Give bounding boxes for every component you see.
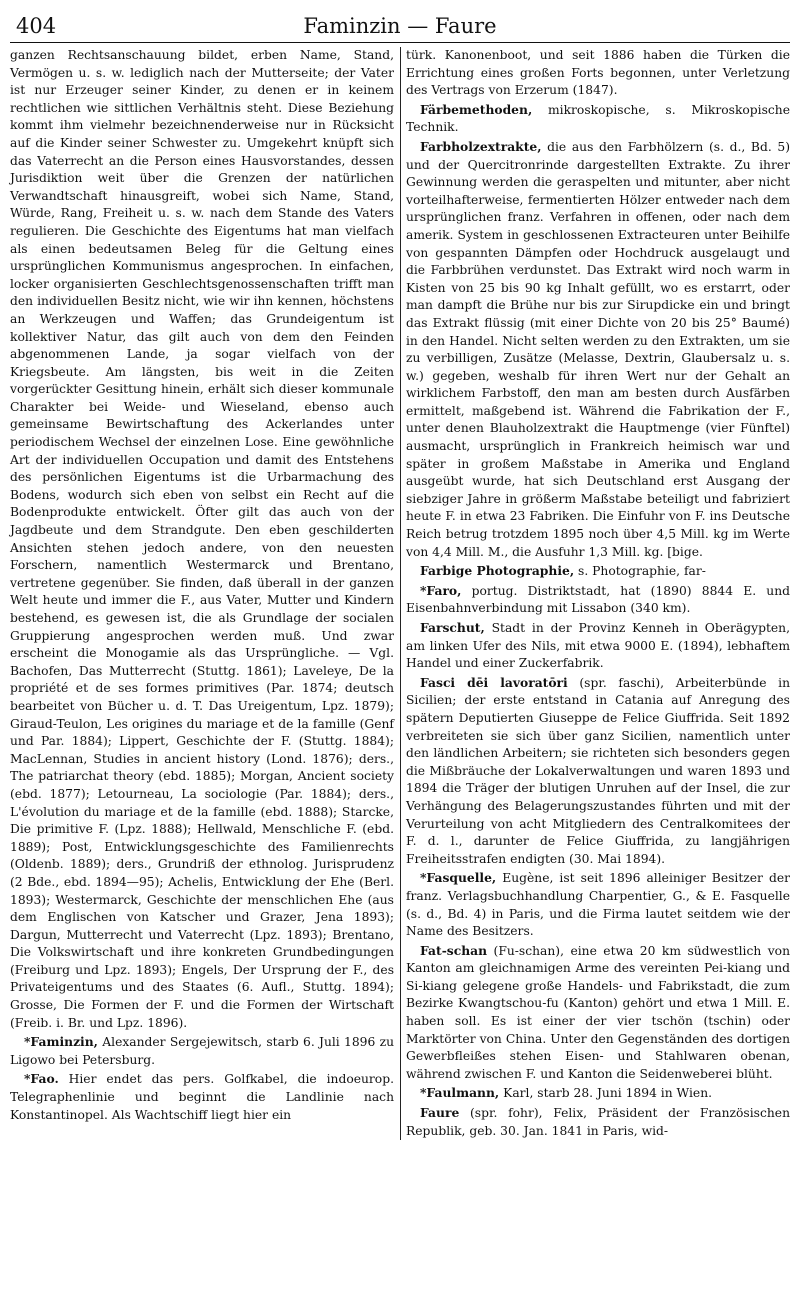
entry-faminzin [10, 1033, 394, 1069]
entry-fasci-dei-lavoratori [406, 674, 790, 869]
entry-headword: Fasci dēi lavoratōri [420, 674, 568, 690]
column-divider [400, 47, 401, 1140]
entry-text: Karl, starb 28. Juni 1894 in Wien. [499, 1086, 713, 1101]
entry-faure [406, 1104, 790, 1140]
entry-headword: Farbige Photographie, [420, 563, 575, 579]
entry-text: (spr. fohr), Felix, Präsident der Französischen Republik, geb. 30. Jan. 1841 in Paris, wid- [406, 1106, 790, 1138]
entry-headword: Farbholzextrakte, [420, 138, 542, 154]
entry-headword: Färbemethoden, [420, 101, 533, 117]
entry-headword: Farschut, [420, 620, 485, 635]
entry-text: Alexander Sergejewitsch, starb 6. Juli 1896 zu Ligowo bei Petersburg. [10, 1035, 394, 1067]
entry-text: s. Photographie, far- [574, 564, 706, 579]
entry-headword: *Fao. [24, 1071, 59, 1087]
entry-text: Eugène, ist seit 1896 alleiniger Besitzer der franz. Verlagsbuchhandlung Charpentier, G., & E. Fasquelle (s. d., Bd. 4) in Paris, und die Firma lautet seitdem wie der Name des Besitzers. [406, 871, 790, 939]
entry-text: die aus den Farbhölzern (s. d., Bd. 5) und der Quercitronrinde dargestellten Extrakte. Zu ihrer Gewinnung werden die geraspelten und mitunter, aber nicht vorteilhafterweise, fermentierten Hölzer entweder nach dem ursprünglichen franz. Verfahren in offenen, oder nach dem amerik. System in geschlossenen Extracteuren unter Beihilfe von gespannten Dämpfen oder Hochdruck ausgelaugt und die Farbbrühen verdunstet. Das Extrakt wird noch warm in Kisten von 25 bis 90 kg Inhalt gefüllt, wo es erstarrt, oder man dampft die Brühe nur bis zur Sirupdicke ein und bringt das Extrakt flüssig (mit einer Dichte von 20 bis 25° Baumé) in den Handel. Nicht selten werden zu den Extrakten, um sie zu verbilligen, Zusätze (Melasse, Dextrin, Glaubersalz u. s. w.) gegeben, weshalb für ihren Wert nur der Gehalt an wirklichem Farbstoff, den man am besten durch Ausfärben ermittelt, maßgebend ist. Während die Fabrikation der F., unter denen Blauholzextrakt die Hauptmenge (vier Fünftel) ausmacht, ursprünglich in Frankreich heimisch war und später in großem Maßstabe in Amerika und England ausgeübt wurde, hat sich Deutschland erst Ausgang der siebziger Jahre in größerm Maßstabe beteiligt und fabriziert heute F. in etwa 23 Fabriken. Die Einfuhr von F. ins Deutsche Reich betrug trotzdem 1895 noch über 4,5 Mill. kg im Werte von 4,4 Mill. M., die Ausfuhr 1,3 Mill. kg. [bige. [406, 139, 790, 559]
entry-headword: Fat-schan [420, 942, 488, 958]
entry-headword: *Fasquelle, [420, 870, 497, 886]
entry-fat-schan [406, 942, 790, 1084]
entry-text: mikroskopische, s. Mikroskopische Technik. [406, 102, 790, 135]
left-column [10, 47, 394, 1140]
running-title: Faminzin — Faure [303, 14, 497, 38]
entry-farbholzextrakte [406, 138, 790, 561]
entry-fao [10, 1070, 394, 1124]
entry-text: ganzen Rechtsanschauung bildet, erben Name, Stand, Vermögen u. s. w. lediglich nach der Mutterseite; der Vater ist nur Erzeuger seiner Kinder, zu denen er in keinem rechtlichen wie sittlichen Verhältnis steht. Diese Beziehung kommt ihm vielmehr bezeichnenderweise nur in Rücksicht auf die Kinder seiner Schwester zu. Umgekehrt knüpft sich das Vaterrecht an die Person eines Hausvorstandes, dessen Jurisdiktion weit über die Grenzen der natürlichen Verwandtschaft hinausgreift, wobei sich Name, Stand, Würde, Rang, Freiheit u. s. w. nach dem Stande des Vaters regulieren. Die Geschichte des Eigentums hat man vielfach als einen bedeutsamen Beleg für die Geltung eines ursprünglichen Kommunismus angesprochen. In einfachen, locker organisierten Geschlechtsgenossenschaften trifft man den individuellen Besitz nicht, wie wir ihn kennen, höchstens an Werkzeugen und Waffen; das Grundeigentum ist kollektiver Natur, das gilt auch von dem den Feinden abgenommenen Lande, ja sogar vielfach von der Kriegsbeute. Am längsten, bis weit in die Zeiten vorgerückter Gesittung hinein, erhält sich dieser kommunale Charakter bei Weide- und Wieseland, ebenso auch gemeinsame Bewirtschaftung des Ackerlandes unter periodischem Wechsel der einzelnen Lose. Eine gewöhnliche Art der individuellen Occupation und damit des Entstehens des persönlichen Eigentums ist die Urbarmachung des Bodens, wodurch sich eben von selbst ein Recht auf die Bodenprodukte entwickelt. Öfter gilt das auch von der Jagdbeute und dem Strandgute. Den eben geschilderten Ansichten stehen jedoch andere, von den neuesten Forschern, namentlich Westermarck und Brentano, vertretene gegenüber. Sie finden, daß überall in der ganzen Welt heute und immer die F., aus Vater, Mutter und Kindern bestehend, es gewesen ist, die als Grundlage der socialen Gruppierung angesprochen werden muß. Und zwar erscheint die Monogamie als das Ursprüngliche. — Vgl. Bachofen, Das Mutterrecht (Stuttg. 1861); Laveleye, De la propriété et de ses formes primitives (Par. 1874; deutsch bearbeitet von Bücher u. d. T. Das Ureigentum, Lpz. 1879); Giraud-Teulon, Les origines du mariage et de la famille (Genf und Par. 1884); Lippert, Geschichte der F. (Stuttg. 1884); MacLennan, Studies in ancient history (Lond. 1876); ders., The patriarchat theory (ebd. 1885); Morgan, Ancient society (ebd. 1877); Letourneau, La sociologie (Par. 1884); ders., L'évolution du mariage et de la famille (ebd. 1888); Starcke, Die primitive F. (Lpz. 1888); Hellwald, Menschliche F. (ebd. 1889); Post, Entwicklungsgeschichte des Familienrechts (Oldenb. 1889); ders., Grundriß der ethnolog. Jurisprudenz (2 Bde., ebd. 1894—95); Achelis, Entwicklung der Ehe (Berl. 1893); Westermarck, Geschichte der menschlichen Ehe (aus dem Englischen von Katscher und Grazer, Jena 1893); Dargun, Mutterrecht und Vaterrecht (Lpz. 1893); Brentano, Die Volkswirtschaft und ihre konkreten Grundbedingungen (Freiburg und Lpz. 1893); Engels, Der Ursprung der F., des Privateigentums und des Staates (6. Aufl., Stuttg. 1894); Grosse, Die Formen der F. und die Formen der Wirtschaft (Freib. i. Br. und Lpz. 1896). [10, 48, 394, 1030]
entry-fasquelle [406, 869, 790, 940]
entry-faulmann [406, 1084, 790, 1103]
entry-headword: *Faminzin, [24, 1034, 98, 1050]
entry-text: türk. Kanonenboot, und seit 1886 haben die Türken die Errichtung eines großen Forts begonnen, unter Verletzung des Vertrags von Erzerum (1847). [406, 48, 790, 98]
entry-farbige-photographie [406, 562, 790, 581]
entry-faro [406, 582, 790, 618]
entry-text: Stadt in der Provinz Kenneh in Oberägypten, am linken Ufer des Nils, mit etwa 9000 E. (1894), lebhaftem Handel und einer Zuckerfabrik. [406, 621, 790, 671]
entry-farschut [406, 619, 790, 673]
entry-text: (spr. faschi), Arbeiterbünde in Sicilien; der erste entstand in Catania auf Anregung des spätern Deputierten Giuseppe de Felice Giuffrida. Seit 1892 verbreiteten sie sich über ganz Sicilien, namentlich unter den ländlichen Arbeitern; sie richteten sich besonders gegen die Mißbräuche der Lokalverwaltungen und waren 1893 und 1894 die Träger der blutigen Unruhen auf der Insel, die zur Verhängung des Belagerungszustandes führten und mit der Verurteilung von acht Mitgliedern des Centralkomitees der F. d. l., darunter de Felice Giuffrida, zu langjährigen Freiheitsstrafen endigten (30. Mai 1894). [406, 675, 790, 866]
entry-headword: Faure [420, 1105, 460, 1121]
entry-text: portug. Distriktstadt, hat (1890) 8844 E. und Eisenbahnverbindung mit Lissabon (340 km). [406, 583, 790, 616]
entry-faerbemethoden [406, 101, 790, 137]
entry-headword: *Faro, [420, 582, 462, 598]
entry-text: (Fu-schan), eine etwa 20 km südwestlich von Kanton am gleichnamigen Arme des vereinten Pei-kiang und Si-kiang gelegene große Handels- und Fabrikstadt, die zum Bezirke Kwangtschou-fu (Kanton) gehört und etwa 1 Mill. E. haben soll. Es ist einer der vier tschön (tschin) oder Marktörter von China. Unter den Gegenständen des dortigen Gewerbfleißes stehen Eisen- und Stahlwaren obenan, während zwischen F. und Kanton die Seidenweberei blüht. [406, 943, 790, 1081]
header-rule [10, 42, 790, 43]
entry-familie-continued [10, 47, 394, 1032]
two-column-body [10, 47, 790, 1140]
right-column [406, 47, 790, 1140]
entry-headword: *Faulmann, [420, 1085, 500, 1101]
page-header [10, 6, 790, 40]
entry-text: Hier endet das pers. Golfkabel, die indoeurop. Telegraphenlinie und beginnt die Landlinie nach Konstantinopel. Als Wachtschiff liegt hier ein [10, 1072, 394, 1122]
page-number: 404 [16, 14, 57, 38]
entry-fao-continued [406, 47, 790, 100]
